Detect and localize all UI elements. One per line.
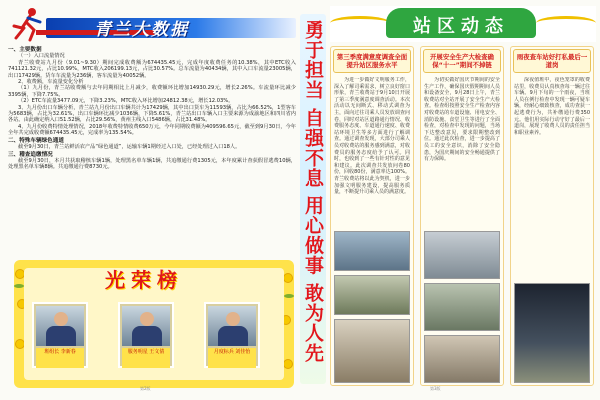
news-headline: 第三季度满意度调查全面提升站区服务水平 [333,49,411,73]
news-photo [424,283,500,331]
right-banner-title: 站区动态 [413,16,509,37]
right-banner [330,6,596,42]
left-page-number: 第2版 [140,386,151,391]
honor-photos [32,302,260,368]
left-banner-title: 青兰大数据 [94,20,189,40]
data-article [8,46,296,258]
news-body: 深夜值班中，夜色笼罩的收费站里，收费员认真核查每一辆过往车辆。9月下旬的一个雨夜，当班人员在例行检查中发现一辆可疑车辆，经耐心细致核查，成功查获一起逃费行为，共补缴通行费350元。他们用实际行动守好了最后一道岗，展现了收费人员的责任担当和职业素养。 [514,77,590,136]
article-paragraph: 青兰收费站九月份（9.01~9.30）期间完成收费额为674435.45元，完成年度收费任务的10.38%，其中ETC收入741121.32元，占比10.99%，MTC收入206199.13元，占比30.57%。总车流量为40434辆，其中入口车流量23005辆，出口17429辆。货车车流量为236辆，客车流量为40052辆。 [8,59,296,79]
left-banner [6,6,298,44]
left-page [6,6,298,394]
article-paragraph: 2、收费额，车流量变化分析 [18,79,84,86]
honor-caption: 班组长 李新春 [36,348,84,368]
news-photo [514,283,590,383]
news-headline: 开展安全生产大检查确保“十一”期间不掉链 [423,49,501,73]
right-page-number: 第3版 [430,386,441,391]
runner-icon [10,6,46,44]
news-photo [334,319,410,383]
honor-caption: 服务明星 王文倩 [122,348,170,368]
article-heading-3: 三、稽查追缴情况 [8,151,53,158]
article-paragraph: 截至9月30日，本月共获取稽核车辆1辆，处理黑名单车辆1辆，共追缴通行费1305元，本年度累计查获假冒逃费10辆，处理黑名单车辆8辆。共追缴通行费8730元。 [8,157,296,171]
article-paragraph: （一）入口流量情况 [18,53,65,60]
article-paragraph: 4、九月份收费特情处理情况，2018年收费特情收费650万元，今年同期收费额为409596.65元，截至到9月30日，今年全年共完成收费额674435.45元，完成率为135.54%。 [8,123,296,137]
news-column [330,46,414,386]
news-body: 为切实做好国庆节期间的安全生产工作，确保国庆假期期间人员和设备安全，9月28日上午，青兰收费站对全站开展了安全生产大检查。检查组按照安全生产检查内容对收费站的车道设施、用电安全、消防设施、食堂卫生等进行了全面检查，对检查中发现的问题，当场下达整改意见，要求限期整改到位。通过此次检查，进一步提高了员工的安全意识，消除了安全隐患，为国庆期间的安全畅通提供了有力保障。 [424,77,500,163]
banner-arc-right [536,16,596,30]
article-heading-1: 一、主要数据 [8,47,42,53]
article-paragraph: （1）九月份，青兰站收费额与去年同期相比上月减少，收费额环比增加14930.29元，增长2.26%。车流量环比减少3395辆，下降7.75%。 [8,85,296,98]
news-column [510,46,594,386]
right-page [330,6,596,394]
news-column [420,46,504,386]
news-photo [424,335,500,383]
news-headline: 雨夜查车站好打私最后一道岗 [513,49,591,73]
slogan-strip [300,14,326,384]
slogan-text: 勇于担当 自强不息 用心做事 敢为人先 [302,20,324,363]
article-heading-2: 二、特殊车辆绿色通道 [8,137,64,144]
honor-roll [14,260,294,388]
honor-photo [204,302,260,368]
honor-title: 光荣榜 [105,268,183,292]
article-paragraph: （2）ETC车流量3477.09元，下降3.23%，MTC收入环比增加24812.38元，增长12.03%。 [18,98,234,105]
honor-caption: 月度标兵 刘佳怡 [208,348,256,368]
news-body: 为进一步做好文明服务工作，深入了解司乘需求，树立良好窗口形象，青兰收费站于9月10日开展了第三季度满意度调查活动。本次活动以无间断式、移动式调查为主，面向过往司乘人员发放调查问卷，同时对站区道路通行情况、收费服务态度、车道通行速度、收费站环境卫生等多方面进行了解调查。通过调查发现，大部分司乘人员对收费站的服务感到满意，对收费员的服务态度给予了认可。同时，也收到了一些有针对性的意见和建议。此次调查共发放问卷80份，回收80份，满意率达100%。青兰收费站将以此为契机，进一步加强文明服务建设，提高服务质量，不断提升司乘人员的满意度。 [334,77,410,196]
article-paragraph: 3、九月份出口车辆分析，青兰站九月份出口车辆共计为17429辆，其中出口货车为11593辆，占比为66.52%，1型客车为5683辆，占比为32.61%，出口车辆环比减少1036辆，下降5.61%，青兰站出口车辆入口主要来源为成渝地区和四川省内各站。由此确定纳入口51.52辆，占比29.56%，黄州主线入口5486辆，占比31.48%。 [8,104,296,124]
news-photo [334,275,410,315]
banner-arc-left [330,16,390,30]
news-photo [334,231,410,271]
honor-photo [32,302,88,368]
news-photo [424,231,500,279]
article-paragraph: 截至9月30日，青兰站鲜活农产品“绿色通道”，运输车辆1期经过入口处，已经处理过入口18人。 [18,144,241,151]
honor-photo [118,302,174,368]
